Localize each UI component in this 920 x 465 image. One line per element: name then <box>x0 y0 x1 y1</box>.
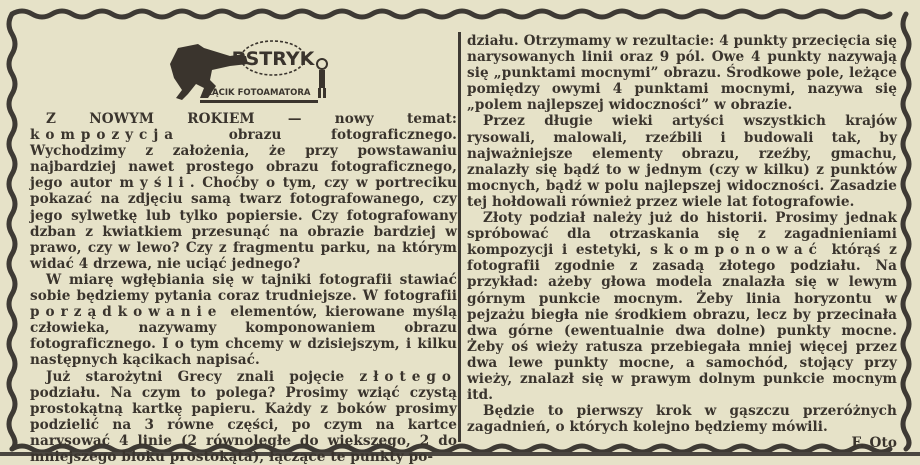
article-left-column <box>30 111 457 465</box>
right-wavy-border <box>903 14 909 449</box>
paragraph-2: W miarę wgłębiania się w tajniki fotografii stawiać sobie będziemy pytania coraz trudniejsze. W fotografii porządkowanie elementów, kierowane myślą człowieka, nazywamy komponowaniem obrazu fotograficznego. I o tym chcemy w dzisiejszym, i kilku następnych kącikach napisać. <box>30 272 457 369</box>
paragraph-1: Z NOWYM ROKIEM — nowy temat: kompozycja obrazu fotograficznego. Wychodzimy z założenia, że przy powstawaniu najbardziej nawet prostego obrazu fotograficznego, jego autor myśli. Choćby o tym, czy w portreciku pokazać na zdjęciu samą twarz fotografowanego, czy jego sylwetkę lub tylko popiersie. Czy fotografowany dzban z kwiatkiem przesunąć na obrazie bardziej w prawo, czy w lewo? Czy z fragmentu parku, na którym widać 4 drzewa, nie uciąć jednego? <box>30 111 457 272</box>
lead-heading: Z NOWYM ROKIEM <box>46 111 255 127</box>
emphasis-spaced: skomponować <box>650 242 823 258</box>
emphasis-spaced: porządkowanie <box>30 304 222 320</box>
paragraph-3-continued: działu. Otrzymamy w rezultacie: 4 punkty przecięcia się narysowanych linii oraz 9 pól. Owe 4 punkty nazywają się „punktami mocnymi” obrazu. Środkowe pole, leżące pomiędzy owymi 4 punktami mocnymi, nazywa się „polem najlepszej widoczności” w obrazie. <box>467 33 897 113</box>
column-divider <box>458 32 461 442</box>
author-signature: F. Oto <box>467 435 897 451</box>
paragraph-3: Już starożytni Grecy znali pojęcie złotego podziału. Na czym to polega? Prosimy wziąć czystą prostokątną kartkę papieru. Każdy z boków prosimy podzielić na 3 równe części, po czym na kartce narysować 4 linie (2 równoległe do większego, 2 do mniejszego bloku prostokąta), łączące te punkty po- <box>30 369 457 465</box>
emphasis-spaced: myśli <box>120 175 190 191</box>
emphasis-spaced: kompozycja <box>30 127 179 143</box>
pstryk-logo <box>160 34 340 106</box>
article-right-column <box>467 33 897 451</box>
top-wavy-border <box>12 11 890 17</box>
paragraph-4: Przez długie wieki artyści wszystkich krajów rysowali, malowali, rzeźbili i budowali tak, by najważniejsze elementy obrazu, rzeźby, gmachu, znalazły się bądź to w jednym (czy w kilku) z punktów mocnych, bądź w polu najlepszej widoczności. Zasadzie tej hołdowali również przez wiele lat fotografowie. <box>467 113 897 210</box>
paragraph-5: Złoty podział należy już do historii. Prosimy jednak spróbować dla otrzaskania się z zagadnieniami kompozycji i estetyki, skomponować którąś z fotografii zgodnie z zasadą złotego podziału. Na przykład: ażeby głowa modela znalazła się w lewym górnym punkcie mocnym. Żeby linia horyzontu w pejzażu biegła nie środkiem obrazu, lecz by przecinała dwa górne (ewentualnie dwa dolne) punkty mocne. Żeby oś wieży ratusza przebiegała mniej więcej przez dwa lewe punkty mocne, a samochód, stojący przy wieży, znalazł się w prawym dolnym punkcie mocnym itd. <box>467 210 897 403</box>
left-wavy-border <box>9 14 15 449</box>
logo-subtitle: KĄCIK FOTOAMATORA <box>205 88 310 98</box>
logo-title: PSTRYK <box>232 48 316 70</box>
paragraph-6: Będzie to pierwszy krok w gąszczu przeróżnych zagadnień, o których kolejno będziemy mówili. <box>467 403 897 435</box>
subject-head-icon <box>317 59 327 69</box>
emphasis-spaced: złotego <box>359 369 457 385</box>
